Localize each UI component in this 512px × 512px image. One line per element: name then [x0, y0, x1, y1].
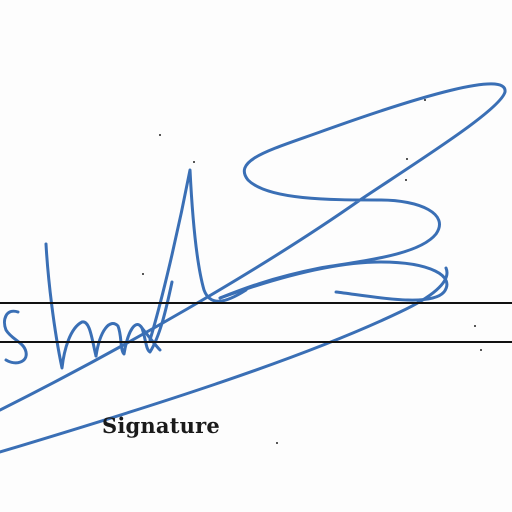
ink-speck — [159, 134, 161, 136]
signature-stroke-h — [46, 244, 96, 368]
ink-speck — [406, 158, 408, 160]
signature-line-lower — [0, 341, 512, 343]
signature-stroke-swoosh — [0, 84, 505, 410]
ink-speck — [480, 349, 482, 351]
ink-speck — [405, 179, 407, 181]
ink-speck — [424, 99, 426, 101]
ink-speck — [474, 325, 476, 327]
signature-stroke-m — [96, 282, 172, 356]
ink-speck — [193, 161, 195, 163]
ink-speck — [142, 273, 144, 275]
signature-line-upper — [0, 302, 512, 304]
ink-speck — [276, 442, 278, 444]
signature-caption: Signature — [102, 413, 220, 438]
signature-stroke-s — [5, 311, 27, 363]
